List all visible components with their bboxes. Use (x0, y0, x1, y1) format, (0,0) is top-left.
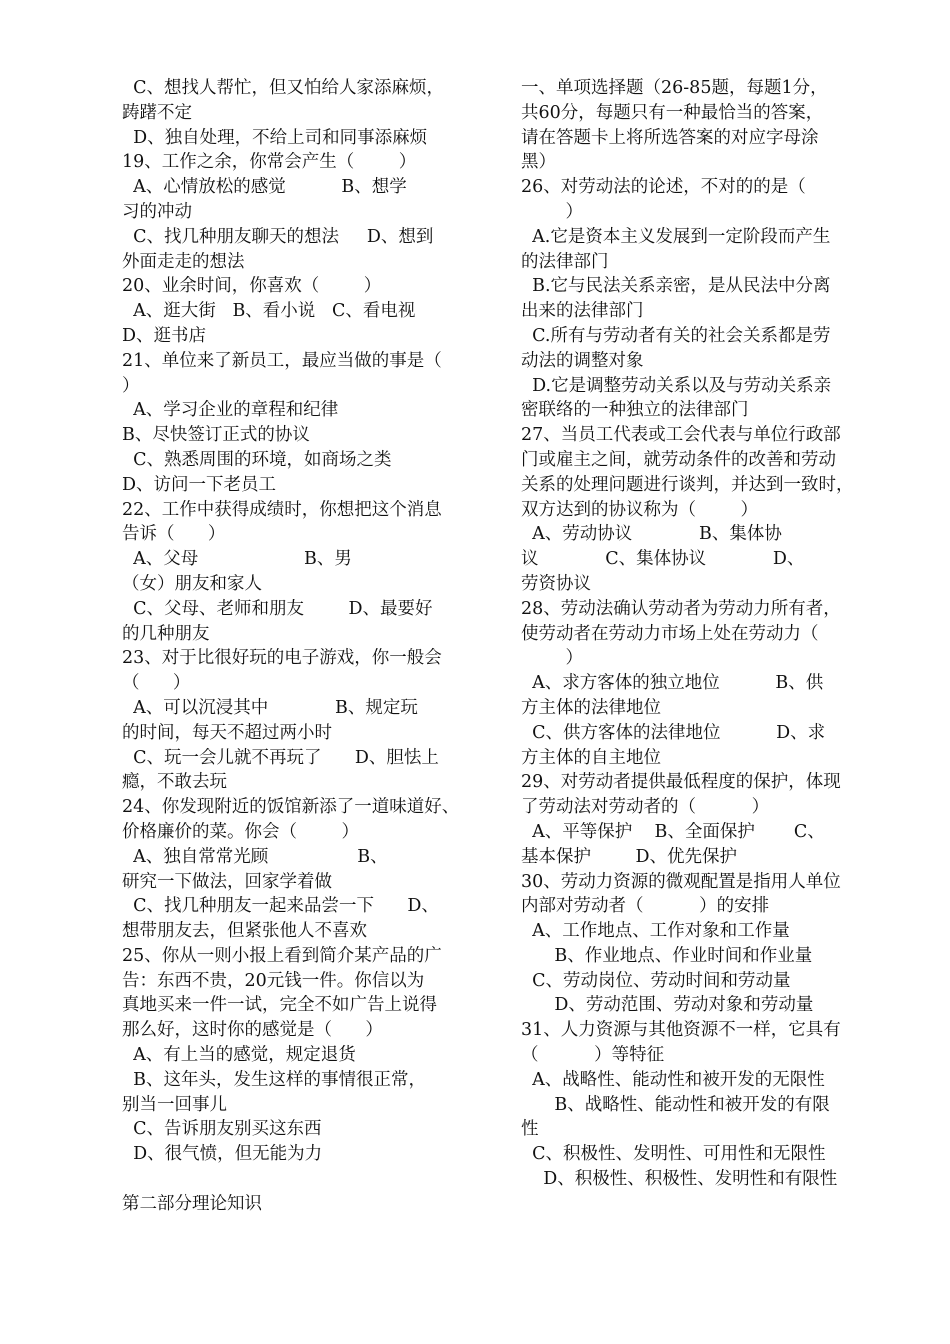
text-line: 27、当员工代表或工会代表与单位行政部 (521, 425, 841, 446)
text-line: C.所有与劳动者有关的社会关系都是劳 (521, 325, 831, 346)
text-line: B.它与民法关系亲密，是从民法中分离 (521, 276, 831, 297)
text-line (122, 1167, 474, 1192)
text-line: 30、劳动力资源的微观配置是指用人单位 (521, 871, 841, 892)
text-line: ） (521, 648, 584, 669)
text-line: A、平等保护 B、全面保护 C、 (521, 821, 825, 842)
text-line: 瘾，不敢去玩 (122, 772, 227, 793)
text-line: 20、业余时间，你喜欢（ ） (122, 276, 382, 297)
text-line: 密联络的一种独立的法律部门 (521, 400, 749, 421)
text-line: 共60分，每题只有一种最恰当的答案， (521, 102, 824, 123)
text-line: 动法的调整对象 (521, 350, 644, 371)
text-line: ） (521, 201, 584, 222)
text-line: D、独自处理，不给上司和同事添麻烦 (122, 127, 428, 148)
text-line: A、可以沉浸其中 B、规定玩 (122, 697, 418, 718)
text-line: 议 C、集体协议 D、 (521, 549, 805, 570)
text-line: C、父母、老师和朋友 D、最要好 (122, 598, 433, 619)
text-line: 研究一下做法，回家学着做 (122, 871, 332, 892)
text-line: 第二部分理论知识 (122, 1193, 262, 1214)
text-line: 请在答题卡上将所选答案的对应字母涂 (521, 127, 819, 148)
text-line: 22、工作中获得成绩时，你想把这个消息 (122, 499, 442, 520)
text-line: 的几种朋友 (122, 623, 210, 644)
text-line: 23、对于比很好玩的电子游戏，你一般会 (122, 648, 442, 669)
text-line: 26、对劳动法的论述，不对的的是（ (521, 177, 806, 198)
text-line: A、独自常常光顾 B、 (122, 846, 388, 867)
text-line: A、劳动协议 B、集体协 (521, 524, 782, 545)
text-line: 黑） (521, 152, 556, 173)
left-column (122, 76, 474, 1217)
text-line: 性 (521, 1119, 539, 1140)
text-line: 关系的处理问题进行谈判，并达到一致时， (521, 474, 854, 495)
text-line: A、战略性、能动性和被开发的无限性 (521, 1069, 825, 1090)
text-line: D、访问一下老员工 (122, 474, 277, 495)
text-line: C、劳动岗位、劳动时间和劳动量 (521, 970, 791, 991)
text-line: B、这年头，发生这样的事情很正常， (122, 1069, 426, 1090)
text-line: D、逛书店 (122, 325, 207, 346)
text-line: 出来的法律部门 (521, 301, 644, 322)
text-line: C、供方客体的法律地位 D、求 (521, 722, 826, 743)
text-line: D.它是调整劳动关系以及与劳动关系亲 (521, 375, 832, 396)
text-line: 别当一回事儿 (122, 1094, 227, 1115)
text-line: 31、人力资源与其他资源不一样，它具有 (521, 1020, 841, 1041)
text-line: C、玩一会儿就不再玩了 D、胆怯上 (122, 747, 439, 768)
text-line: 21、单位来了新员工，最应当做的事是（ (122, 350, 442, 371)
text-line: 踌躇不定 (122, 102, 192, 123)
text-line: 的法律部门 (521, 251, 609, 272)
text-line: 双方达到的协议称为（ ） (521, 499, 759, 520)
text-line: 门或雇主之间，就劳动条件的改善和劳动 (521, 449, 836, 470)
text-line: 价格廉价的菜。你会（ ） (122, 821, 360, 842)
text-line: A、求方客体的独立地位 B、供 (521, 673, 824, 694)
text-line: D、劳动范围、劳动对象和劳动量 (521, 995, 814, 1016)
text-line: 方主体的法律地位 (521, 697, 661, 718)
text-line: 告：东西不贵，20元钱一件。你信以为 (122, 970, 425, 991)
text-line: （ ）等特征 (521, 1045, 665, 1066)
text-line: 劳资协议 (521, 573, 591, 594)
text-line: 一、单项选择题（26-85题，每题1分， (521, 78, 828, 98)
text-line: 使劳动者在劳动力市场上处在劳动力（ (521, 623, 819, 644)
text-line: C、熟悉周围的环境，如商场之类 (122, 449, 392, 470)
text-line: B、战略性、能动性和被开发的有限 (521, 1094, 830, 1115)
text-line: ） (122, 375, 140, 396)
text-line: 的时间，每天不超过两小时 (122, 722, 332, 743)
text-line: C、想找人帮忙，但又怕给人家添麻烦， (122, 78, 445, 98)
text-line: 告诉（ ） (122, 524, 226, 545)
text-line: 28、劳动法确认劳动者为劳动力所有者， (521, 598, 841, 619)
text-line: D、积极性、积极性、发明性和有限性 (521, 1169, 838, 1190)
text-line: A.它是资本主义发展到一定阶段而产生 (521, 226, 831, 247)
text-line: 那么好，这时你的感觉是（ ） (122, 1020, 383, 1041)
text-line: 内部对劳动者（ ）的安排 (521, 896, 770, 917)
text-line: 方主体的自主地位 (521, 747, 661, 768)
text-line: 基本保护 D、优先保护 (521, 846, 738, 867)
text-line: C、找几种朋友聊天的想法 D、想到 (122, 226, 434, 247)
text-line: C、积极性、发明性、可用性和无限性 (521, 1144, 826, 1165)
text-line: A、父母 B、男 (122, 549, 352, 570)
text-line: 真地买来一件一试，完全不如广告上说得 (122, 995, 437, 1016)
text-line: 19、工作之余，你常会产生（ ） (122, 152, 417, 173)
text-line: 29、对劳动者提供最低程度的保护，体现 (521, 772, 841, 793)
text-line: D、很气愤，但无能为力 (122, 1144, 323, 1165)
text-line: （女）朋友和家人 (122, 573, 262, 594)
text-line: A、心情放松的感觉 B、想学 (122, 177, 407, 198)
text-line: C、告诉朋友别买这东西 (122, 1119, 322, 1140)
text-line: 24、你发现附近的饭馆新添了一道味道好、 (122, 797, 460, 818)
text-line: （ ） (122, 673, 191, 694)
text-line: 外面走走的想法 (122, 251, 245, 272)
text-line: A、工作地点、工作对象和工作量 (521, 921, 790, 942)
text-line: C、找几种朋友一起来品尝一下 D、 (122, 896, 439, 917)
text-line: A、有上当的感觉，规定退货 (122, 1045, 356, 1066)
text-line: A、逛大街 B、看小说 C、看电视 (122, 301, 416, 322)
text-line: A、学习企业的章程和纪律 (122, 400, 339, 421)
text-line: 想带朋友去，但紧张他人不喜欢 (122, 921, 367, 942)
text-line: B、尽快签订正式的协议 (122, 425, 310, 446)
text-line: 25、你从一则小报上看到简介某产品的广 (122, 945, 442, 966)
text-line: B、作业地点、作业时间和作业量 (521, 945, 813, 966)
right-column (521, 76, 877, 1192)
text-line: 习的冲动 (122, 201, 192, 222)
text-line: 了劳动法对劳动者的（ ） (521, 797, 770, 818)
